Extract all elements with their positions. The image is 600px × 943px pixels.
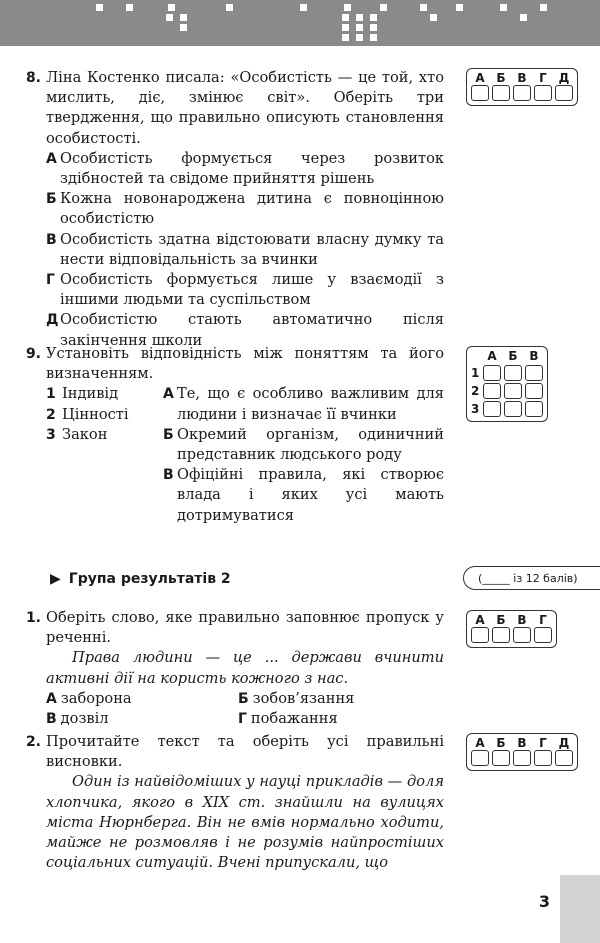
answer-cell[interactable] [534, 85, 552, 101]
definition: А Те, що є особливо важливим для людини і визначає її вчинки [163, 385, 444, 423]
answer-cell[interactable] [534, 750, 552, 766]
question-text: Оберіть слово, яке правильно заповнює пропуск у реченні. [46, 609, 444, 647]
term: 3 Закон [46, 425, 108, 443]
answer-cell[interactable] [492, 627, 510, 643]
option: А Особистість формується через розвиток здібностей та свідоме прийняття рішень [46, 149, 444, 188]
play-arrow-icon: ▶ [50, 571, 61, 587]
options-row: А заборона Б зобов’язання [46, 689, 355, 707]
question-8 [25, 68, 444, 351]
header-band [0, 0, 600, 46]
answer-cell[interactable] [513, 627, 531, 643]
answer-cell[interactable] [513, 85, 531, 101]
corner-tab [560, 875, 600, 943]
question-number: 2. [25, 734, 41, 750]
answer-cell[interactable] [492, 750, 510, 766]
answer-cell[interactable] [525, 401, 543, 417]
answer-cell[interactable] [504, 365, 522, 381]
answer-box-q2: А Б В Г Д [466, 733, 578, 771]
page-number: 3 [538, 892, 550, 911]
option: В Особистість здатна відстоювати власну думку та нести відповідальність за вчинки [46, 230, 444, 268]
answer-cell[interactable] [525, 365, 543, 381]
section-heading [50, 571, 231, 587]
question-text: Прочитайте текст та оберіть усі правильні висновки. [46, 733, 444, 771]
question-number: 9. [25, 346, 41, 362]
answer-cell[interactable] [555, 750, 573, 766]
answer-cell[interactable] [534, 627, 552, 643]
option: Б Кожна новонароджена дитина є повноцінною особистістю [46, 190, 444, 228]
answer-cell[interactable] [483, 365, 501, 381]
options-row: В дозвіл Г побажання [46, 709, 338, 727]
question-text: Установіть відповідність між поняттям та його визначенням. [46, 345, 444, 383]
option: Д Особистістю стають автоматично після закінчення школи [46, 311, 444, 349]
answer-cell[interactable] [525, 383, 543, 399]
question-number: 1. [25, 610, 41, 626]
term: 2 Цінності [46, 405, 129, 423]
answer-cell[interactable] [471, 750, 489, 766]
question-number: 8. [25, 70, 41, 86]
matching-table [46, 384, 444, 560]
answer-box-q1: А Б В Г [466, 610, 557, 648]
answer-cell[interactable] [492, 85, 510, 101]
answer-cell[interactable] [483, 401, 501, 417]
answer-box-q8: А Б В Г Д [466, 68, 578, 106]
example-sentence: Права людини — це ... держави вчинити активні дії на користь кожного з нас. [46, 649, 444, 687]
answer-cell[interactable] [504, 401, 522, 417]
question-text: Ліна Костенко писала: «Особистість — це той, хто мислить, діє, змінює світ». Оберіть три твердження, що правильно описують становлення особистості. [46, 69, 444, 147]
definition: Б Окремий організм, одиничний представник людського роду [163, 425, 444, 464]
answer-grid-q9: А Б В 1 2 3 [466, 346, 548, 422]
term: 1 Індивід [46, 385, 119, 403]
definition: В Офіційні правила, які створює влада і яких усі мають дотримуватися [163, 466, 444, 524]
answer-cell[interactable] [483, 383, 501, 399]
answer-cell[interactable] [504, 383, 522, 399]
question-2 [25, 732, 444, 873]
answer-cell[interactable] [555, 85, 573, 101]
option: Г Особистість формується лише у взаємодії з іншими людьми та суспільством [46, 271, 444, 309]
reading-passage: Один із найвідоміших у науці прикладів — доля хлопчика, якого в XIX ст. знайшли на вулицях міста Нюрнберга. Він не вмів нормально ходити, майже не розмовляв і не розумів найпростіших соціальних ситуацій. Вчені припускали, що [46, 773, 444, 872]
question-1 [25, 608, 444, 729]
section-title: Група результатів 2 [68, 571, 231, 587]
answer-cell[interactable] [471, 627, 489, 643]
answer-cell[interactable] [513, 750, 531, 766]
answer-cell[interactable] [471, 85, 489, 101]
score-badge: (_____ із 12 балів) [463, 566, 600, 590]
question-9 [25, 344, 444, 560]
